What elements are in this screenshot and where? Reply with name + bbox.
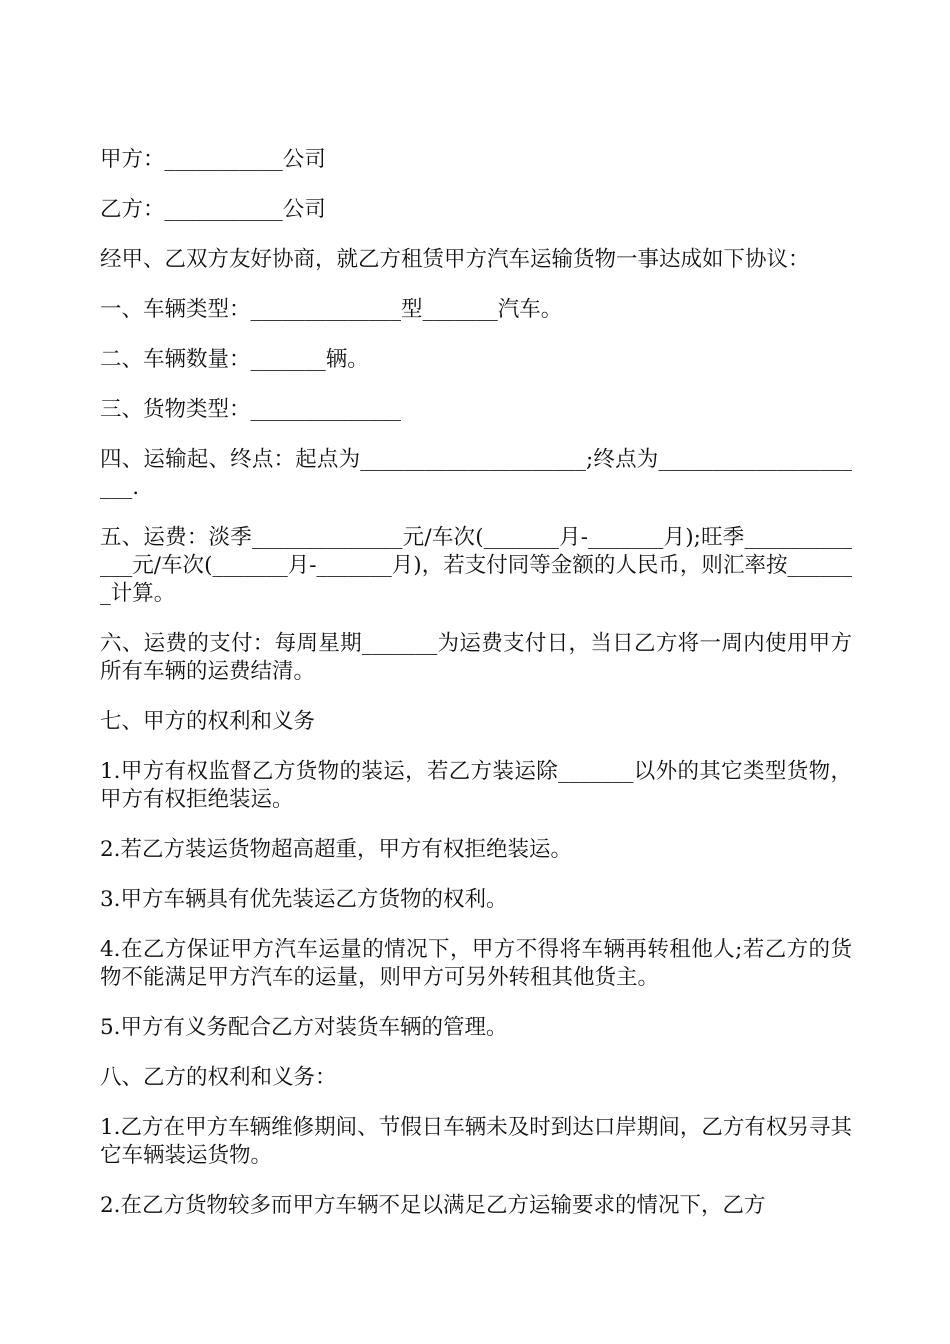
clause-6-payment: 六、运费的支付：每周星期_______为运费支付日，当日乙方将一周内使用甲方所有车辆的运费结清。 bbox=[100, 631, 852, 684]
section-7-item-4: 4.在乙方保证甲方汽车运量的情况下，甲方不得将车辆再转租他人;若乙方的货物不能满足甲方汽车的运量，则甲方可另外转租其他货主。 bbox=[100, 937, 852, 990]
party-b-line: 乙方：___________公司 bbox=[100, 197, 326, 222]
preamble-paragraph: 经甲、乙双方友好协商，就乙方租赁甲方汽车运输货物一事达成如下协议： bbox=[100, 247, 810, 272]
section-7-item-1: 1.甲方有权监督乙方货物的装运，若乙方装运除_______以外的其它类型货物，甲方有权拒绝装运。 bbox=[100, 759, 852, 812]
clause-1-vehicle-type: 一、车辆类型：______________型_______汽车。 bbox=[100, 297, 563, 322]
section-7-heading: 七、甲方的权利和义务 bbox=[100, 709, 316, 734]
clause-2-vehicle-count: 二、车辆数量：_______辆。 bbox=[100, 347, 369, 372]
party-a-line: 甲方：___________公司 bbox=[100, 147, 326, 172]
section-7-item-5: 5.甲方有义务配合乙方对装货车辆的管理。 bbox=[100, 1015, 508, 1040]
clause-3-cargo-type: 三、货物类型：______________ bbox=[100, 397, 402, 422]
section-7-item-2: 2.若乙方装运货物超高超重，甲方有权拒绝装运。 bbox=[100, 837, 573, 862]
clause-4-route: 四、运输起、终点：起点为_____________________;终点为_____________________. bbox=[100, 447, 852, 500]
section-8-heading: 八、乙方的权利和义务： bbox=[100, 1065, 337, 1090]
document-page bbox=[100, 146, 852, 1242]
section-7-item-3: 3.甲方车辆具有优先装运乙方货物的权利。 bbox=[100, 887, 508, 912]
section-8-item-2: 2.在乙方货物较多而甲方车辆不足以满足乙方运输要求的情况下，乙方 bbox=[100, 1193, 766, 1218]
clause-5-freight: 五、运费：淡季______________元/车次(_______月-_______月);旺季_____________元/车次(_______月-_______月)，若支付同等金额的人民币，则汇率按_______计算。 bbox=[100, 525, 852, 606]
section-8-item-1: 1.乙方在甲方车辆维修期间、节假日车辆未及时到达口岸期间，乙方有权另寻其它车辆装运货物。 bbox=[100, 1115, 852, 1168]
